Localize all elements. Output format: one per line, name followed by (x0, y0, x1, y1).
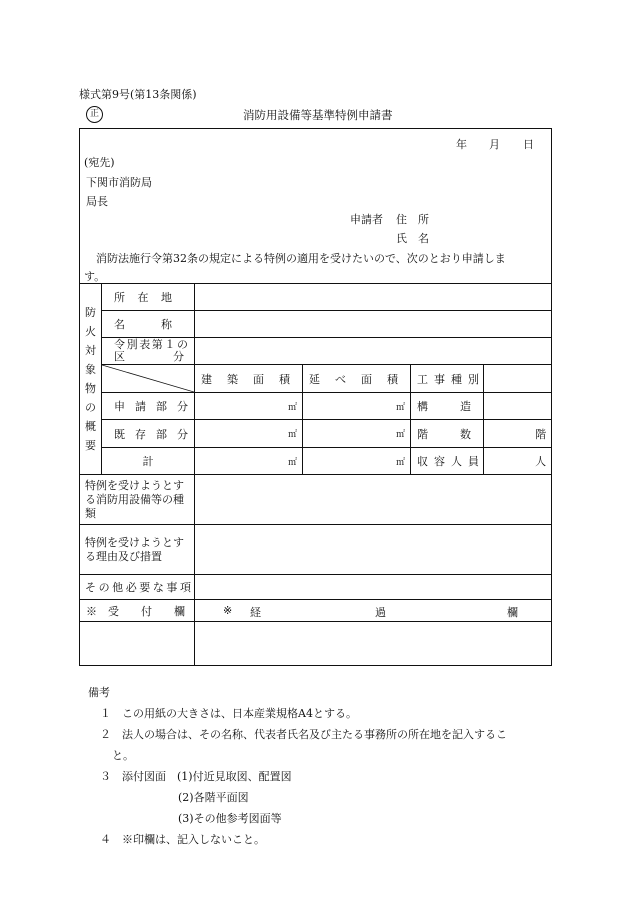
declaration-line-2: す。 (84, 270, 106, 283)
note-3b: (2)各階平面図 (178, 791, 249, 804)
unit-m2: ㎡ (287, 430, 297, 440)
reason-label: 特例を受けようとする理由及び措置 (85, 535, 184, 563)
reason-value[interactable] (195, 525, 552, 575)
col-total-floor-area-cell (303, 365, 411, 393)
applied-building-area-value[interactable] (195, 393, 303, 420)
row-location-label-cell (102, 284, 195, 311)
floors-value[interactable] (484, 420, 552, 448)
note-2a: ２ 法人の場合は、その名称、代表者氏名及び主たる事務所の所在地を記入するこ (100, 728, 507, 741)
note-2b: と。 (112, 749, 134, 762)
label-capacity-cell (411, 448, 484, 475)
date-month: 月 (489, 138, 500, 151)
applicant-name: 氏 名 (396, 232, 429, 245)
progress-kei: 経 (250, 606, 261, 619)
progress-ka: 過 (375, 606, 386, 619)
diagonal-line (102, 365, 194, 392)
other-value[interactable] (195, 575, 552, 600)
name-value[interactable] (195, 311, 552, 338)
special-equipment-label-cell (80, 475, 195, 525)
application-form-table (79, 128, 552, 666)
unit-person: 人 (535, 455, 547, 468)
unit-m2: ㎡ (287, 457, 297, 468)
page-title: 消防用設備等基準特例申請書 (243, 108, 393, 122)
total-floor-area-value[interactable] (303, 448, 411, 475)
label-floors-cell (411, 420, 484, 448)
row-category-label-2: 区分 (114, 350, 184, 363)
overview-label-cell (80, 284, 102, 475)
progress-ran: 欄 (507, 606, 518, 619)
row-category-label-1: 令別表第１の (114, 338, 188, 351)
applicant-label: 申請者 (350, 213, 383, 226)
diagonal-header-cell (102, 365, 195, 393)
col-total-floor-area: 延べ面積 (309, 372, 398, 386)
reason-label-cell (80, 525, 195, 575)
label-structure-cell (411, 393, 484, 420)
structure-value[interactable] (484, 393, 552, 420)
unit-m2: ㎡ (395, 430, 405, 440)
stamp-circle: 正 (86, 106, 103, 123)
row-existing-part-cell (102, 420, 195, 448)
col-building-area-cell (195, 365, 303, 393)
note-3a: ３ 添付図面 (1)付近見取図、配置図 (100, 770, 292, 783)
unit-floor: 階 (535, 427, 547, 441)
progress-value[interactable] (195, 622, 552, 666)
special-equipment-value[interactable] (195, 475, 552, 525)
progress-mark: ※ (223, 604, 233, 617)
row-category-label-cell (102, 338, 195, 365)
notes-section (88, 682, 507, 850)
total-building-area-value[interactable] (195, 448, 303, 475)
note-3c: (3)その他参考図面等 (178, 812, 282, 825)
existing-building-area-value[interactable] (195, 420, 303, 448)
progress-header-cell (195, 600, 552, 622)
date-year: 年 (456, 138, 467, 151)
label-capacity: 収容人員 (417, 455, 479, 468)
unit-m2: ㎡ (395, 457, 405, 468)
category-value[interactable] (195, 338, 552, 365)
overview-label: 防火対象物の概要 (85, 306, 96, 452)
note-4: ４ ※印欄は、記入しないこと。 (100, 833, 265, 846)
capacity-value[interactable] (484, 448, 552, 475)
addressee-title: 局長 (86, 195, 108, 208)
row-applied-part-cell (102, 393, 195, 420)
addressee-office: 下関市消防局 (86, 176, 152, 189)
row-applied-part-label: 申請部分 (114, 400, 188, 413)
reception-header-cell (80, 600, 195, 622)
col-construction-type-cell (411, 365, 484, 393)
applicant-address: 住 所 (396, 213, 429, 226)
unit-m2: ㎡ (287, 402, 297, 413)
row-location-label: 所在地 (114, 291, 172, 304)
col-construction-type: 工事種別 (417, 372, 479, 386)
reception-value[interactable] (80, 622, 195, 666)
other-label-cell (80, 575, 195, 600)
form-number: 様式第9号(第13条関係) (79, 88, 197, 101)
other-label: その他必要な事項 (85, 581, 191, 594)
declaration-line-1: 消防法施行令第32条の規定による特例の適用を受けたいので、次のとおり申請しま (96, 252, 506, 265)
note-1: １ この用紙の大きさは、日本産業規格A4とする。 (100, 707, 357, 720)
construction-type-value[interactable] (484, 365, 552, 393)
label-floors: 階数 (417, 427, 471, 441)
date-day: 日 (523, 138, 534, 151)
location-value[interactable] (195, 284, 552, 311)
special-equipment-label: 特例を受けようとする消防用設備等の種類 (85, 478, 184, 520)
row-existing-part-label: 既存部分 (114, 427, 188, 441)
row-name-label-cell (102, 311, 195, 338)
header-section (80, 129, 552, 284)
row-name-label: 名称 (114, 318, 172, 331)
addressee-prefix: (宛先) (84, 156, 115, 169)
row-total-label: 計 (142, 455, 154, 468)
stamp-mark (86, 106, 103, 123)
existing-floor-area-value[interactable] (303, 420, 411, 448)
notes-title: 備考 (88, 686, 110, 699)
row-total-cell (102, 448, 195, 475)
unit-m2: ㎡ (395, 402, 405, 413)
reception-label: ※ 受 付 欄 (86, 604, 185, 618)
col-building-area: 建築面積 (201, 372, 290, 386)
label-structure: 構造 (417, 400, 471, 413)
applied-floor-area-value[interactable] (303, 393, 411, 420)
